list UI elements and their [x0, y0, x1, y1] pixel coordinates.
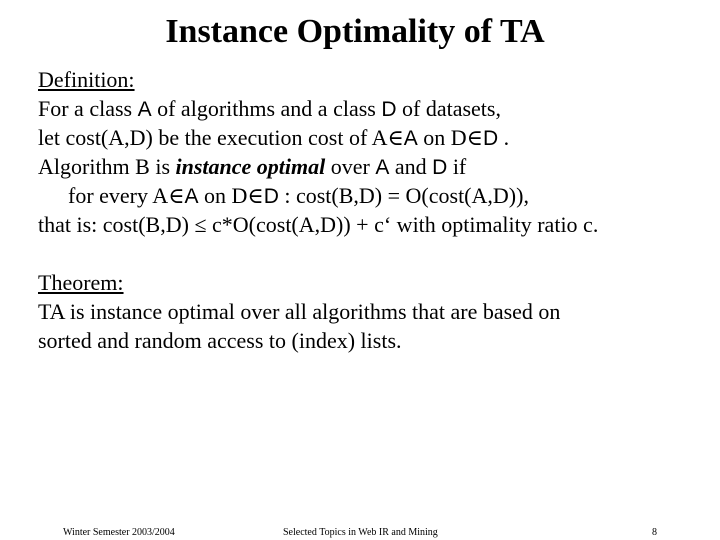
class-d-symbol: D — [482, 127, 499, 150]
class-a-symbol: A — [375, 156, 390, 179]
less-equal-symbol: ≤ — [194, 212, 207, 237]
class-d-symbol: D — [381, 98, 397, 121]
class-d-symbol: D — [432, 156, 448, 179]
footer-course-title: Selected Topics in Web IR and Mining — [283, 527, 438, 538]
slide-title: Instance Optimality of TA — [165, 13, 545, 50]
element-of-symbol: ∈ — [466, 125, 483, 150]
footer-page-number: 8 — [652, 527, 657, 538]
footer-semester: Winter Semester 2003/2004 — [63, 527, 175, 538]
definition-line-3: Algorithm B is instance optimal over A and D if — [38, 154, 467, 179]
instance-optimal-term: instance optimal — [175, 154, 326, 179]
theorem-heading: Theorem: — [38, 270, 124, 295]
definition-line-5: that is: cost(B,D) ≤ c*O(cost(A,D)) + c‘ with optimality ratio c. — [38, 212, 599, 237]
definition-block — [38, 65, 598, 239]
definition-line-2: let cost(A,D) be the execution cost of A∈A on D∈D . — [38, 125, 510, 150]
theorem-block — [38, 268, 560, 355]
definition-heading: Definition: — [38, 67, 135, 92]
element-of-symbol: ∈ — [247, 183, 264, 208]
class-a-symbol: A — [403, 127, 418, 150]
class-a-symbol: A — [184, 185, 199, 208]
theorem-line-1: TA is instance optimal over all algorithms that are based on — [38, 299, 561, 324]
theorem-line-2: sorted and random access to (index) lists. — [38, 328, 402, 353]
definition-line-4: for every A∈A on D∈D : cost(B,D) = O(cost(A,D)), — [68, 183, 529, 208]
definition-line-1: For a class A of algorithms and a class D of datasets, — [38, 96, 501, 121]
element-of-symbol: ∈ — [387, 125, 404, 150]
class-a-symbol: A — [137, 98, 152, 121]
element-of-symbol: ∈ — [168, 183, 185, 208]
class-d-symbol: D — [263, 185, 279, 208]
